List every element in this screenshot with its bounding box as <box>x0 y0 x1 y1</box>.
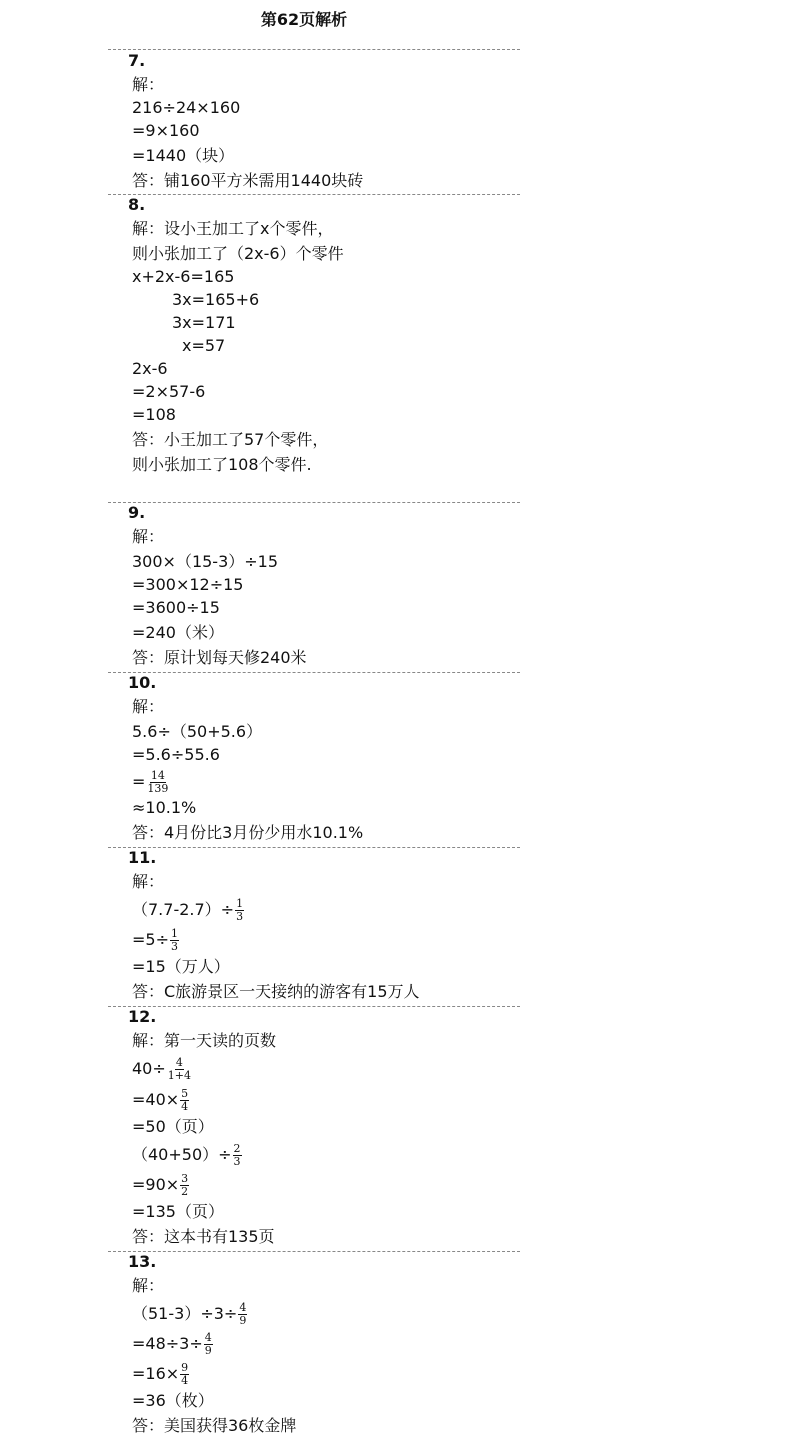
numerator: 14 <box>150 769 165 782</box>
expression-prefix: （40+50）÷ <box>132 1145 232 1164</box>
solution-line: =5.6÷55.6 <box>132 745 220 764</box>
fraction <box>235 898 244 923</box>
numerator: 1 <box>236 897 244 910</box>
page-title: 第62页解析 <box>260 10 348 29</box>
solution-line: 5.6÷（50+5.6） <box>132 722 263 741</box>
denominator: 3 <box>171 940 178 953</box>
solution-line: =2×57-6 <box>132 382 206 401</box>
problem-number: 10. <box>128 673 157 692</box>
solution-line: 解： <box>132 1276 165 1295</box>
solution-line: =3600÷15 <box>132 598 220 617</box>
numerator: 2 <box>233 1142 241 1155</box>
numerator: 4 <box>175 1056 183 1069</box>
denominator: 4 <box>181 1374 189 1387</box>
numerator: 4 <box>204 1331 212 1344</box>
answer-line: 答：这本书有135页 <box>132 1227 275 1246</box>
expression-prefix: =90× <box>132 1175 180 1194</box>
problem-number: 7. <box>128 51 146 70</box>
solution-line: ≈10.1% <box>132 798 197 817</box>
denominator: 9 <box>204 1344 212 1357</box>
expression-prefix: （51-3）÷3÷ <box>132 1304 238 1323</box>
numerator: 3 <box>181 1172 189 1185</box>
divider <box>108 502 520 503</box>
numerator: 5 <box>181 1087 189 1100</box>
denominator: 3 <box>233 1155 241 1168</box>
solution-line: 解： <box>132 75 165 94</box>
fraction <box>204 1332 213 1357</box>
solution-line: 300×（15-3）÷15 <box>132 552 279 571</box>
solution-line: 则小张加工了（2x-6）个零件 <box>132 244 344 263</box>
problem-number: 11. <box>128 848 157 867</box>
answer-line: 答：小王加工了57个零件， <box>132 430 329 449</box>
denominator: 139 <box>147 782 169 795</box>
denominator: 3 <box>236 910 244 923</box>
fraction <box>233 1143 242 1168</box>
expression-prefix: 40÷ <box>132 1059 166 1078</box>
solution-line <box>132 1302 248 1327</box>
solution-line: =50（页） <box>132 1117 214 1136</box>
expression-prefix: （7.7-2.7）÷ <box>132 900 235 919</box>
fraction <box>167 1057 192 1082</box>
solution-line: 解： <box>132 872 165 891</box>
solution-line: =135（页） <box>132 1202 224 1221</box>
solution-line: 216÷24×160 <box>132 98 241 117</box>
denominator: 2 <box>181 1185 189 1198</box>
numerator: 1 <box>171 927 178 940</box>
fraction <box>170 928 179 953</box>
solution-line: =15（万人） <box>132 957 230 976</box>
numerator: 4 <box>239 1301 247 1314</box>
solution-line: 2x-6 <box>132 359 168 378</box>
answer-line: 则小张加工了108个零件. <box>132 455 312 474</box>
fraction <box>146 770 169 795</box>
solution-line: =9×160 <box>132 121 200 140</box>
solution-line: 解： <box>132 697 165 716</box>
solution-line <box>132 898 245 923</box>
fraction <box>180 1088 189 1113</box>
solution-line: =36（枚） <box>132 1391 214 1410</box>
solution-line: 3x=171 <box>172 313 236 332</box>
numerator: 9 <box>181 1361 189 1374</box>
solution-line <box>132 1362 190 1387</box>
answer-line: 答：C旅游景区一天接纳的游客有15万人 <box>132 982 420 1001</box>
solution-line: =300×12÷15 <box>132 575 244 594</box>
solution-line: x=57 <box>182 336 226 355</box>
divider <box>108 672 520 673</box>
solution-line <box>132 770 170 795</box>
denominator: 1+4 <box>167 1069 191 1082</box>
solution-line <box>132 928 180 953</box>
solution-line <box>132 1173 190 1198</box>
expression-prefix: = <box>132 772 146 791</box>
denominator: 4 <box>181 1100 189 1113</box>
divider <box>108 49 520 50</box>
solution-line: 解： <box>132 527 165 546</box>
divider <box>108 194 520 195</box>
expression-prefix: =16× <box>132 1364 180 1383</box>
divider <box>108 1006 520 1007</box>
problem-number: 8. <box>128 195 146 214</box>
answer-line: 答：美国获得36枚金牌 <box>132 1416 297 1435</box>
solution-line: =108 <box>132 405 176 424</box>
solution-line <box>132 1057 193 1082</box>
answer-line: 答：原计划每天修240米 <box>132 648 307 667</box>
problem-number: 13. <box>128 1252 157 1271</box>
fraction <box>180 1173 189 1198</box>
answer-line: 答：4月份比3月份少用水10.1% <box>132 823 364 842</box>
solution-line <box>132 1332 214 1357</box>
divider <box>108 1251 520 1252</box>
solution-line <box>132 1088 190 1113</box>
fraction <box>180 1362 189 1387</box>
fraction <box>238 1302 247 1327</box>
problem-number: 12. <box>128 1007 157 1026</box>
solution-line: 解：第一天读的页数 <box>132 1031 277 1050</box>
denominator: 9 <box>239 1314 247 1327</box>
solution-line: =240（米） <box>132 623 224 642</box>
expression-prefix: =5÷ <box>132 930 169 949</box>
problem-number: 9. <box>128 503 146 522</box>
solution-line: 3x=165+6 <box>172 290 260 309</box>
solution-line: x+2x-6=165 <box>132 267 235 286</box>
divider <box>108 847 520 848</box>
solution-line <box>132 1143 243 1168</box>
expression-prefix: =48÷3÷ <box>132 1334 203 1353</box>
solution-line: =1440（块） <box>132 146 235 165</box>
solution-line: 解：设小王加工了x个零件， <box>132 219 334 238</box>
answer-line: 答：铺160平方米需用1440块砖 <box>132 171 364 190</box>
expression-prefix: =40× <box>132 1090 180 1109</box>
